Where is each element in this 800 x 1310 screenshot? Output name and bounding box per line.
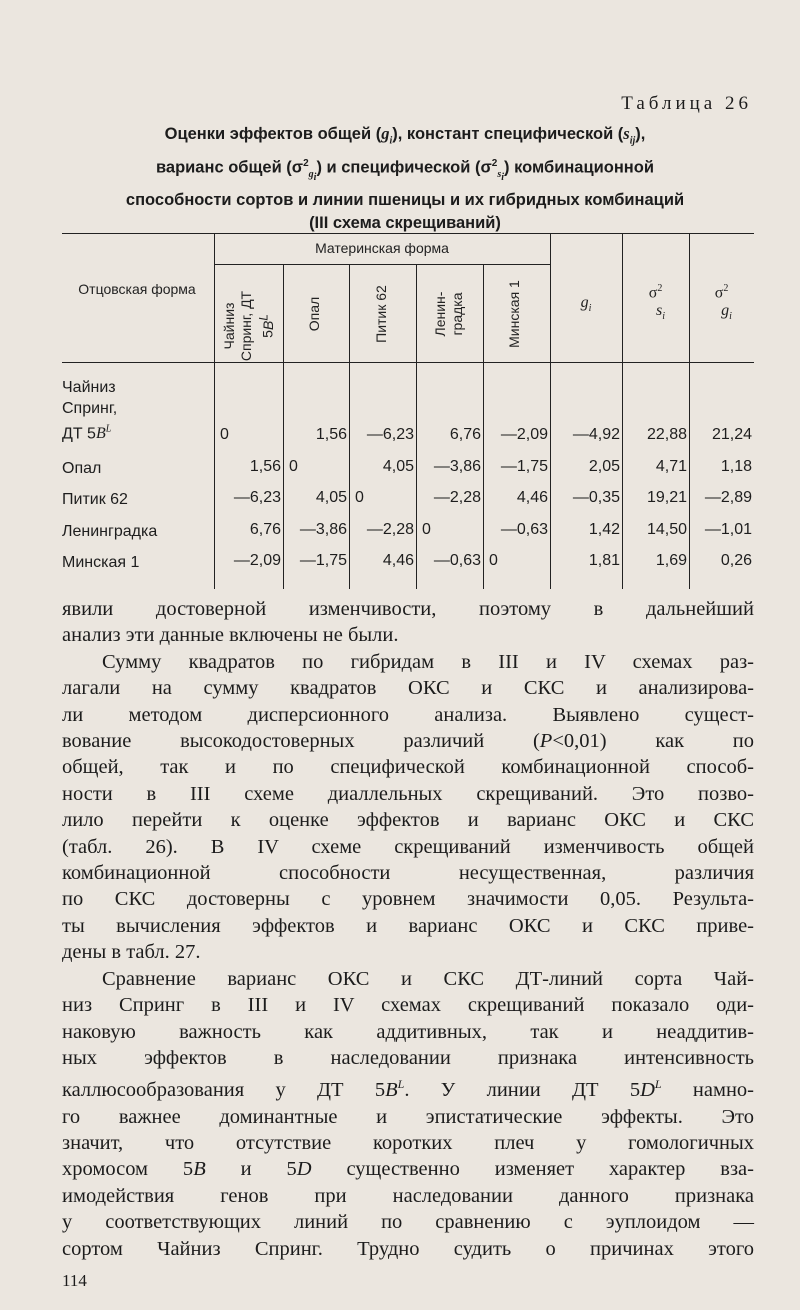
table-cell: —1,75 — [500, 458, 548, 475]
text-line: общей, так и по специфической комбинационной способ- — [62, 756, 754, 779]
table-cell: —3,86 — [433, 458, 481, 475]
col-header-chinese-spring: Чайниз Спринг, ДТ $5B^L$ — [221, 290, 276, 362]
table-cell: 1,56 — [249, 458, 281, 475]
table-cell: 4,71 — [655, 458, 687, 475]
caption-line-4: (III схема скрещиваний) — [309, 214, 501, 233]
table-cell: —0,35 — [572, 489, 620, 506]
col-header-minskaya: Минская 1 — [506, 280, 522, 348]
text-line: го важнее доминантные и эпистатические эффекты. Это — [62, 1105, 754, 1128]
table-cell: 1,42 — [588, 521, 620, 538]
col-header-leningradka: Ленин- градка — [432, 291, 465, 337]
table-cell: 0 — [422, 521, 431, 538]
maternal-form-header: Материнская форма — [315, 240, 449, 256]
caption-line-2: варианс общей $(\sigma^2_{g_i})$ и специфической $(\sigma^2_{s_i})$ комбинационной — [155, 158, 654, 184]
text-line: ли методом дисперсионного анализа. Выявлено сущест- — [62, 703, 754, 726]
text-line: дены в табл. 27. — [62, 941, 201, 964]
text-line: комбинационной способности несущественная, различия — [62, 862, 754, 885]
table-cell: —4,92 — [572, 426, 620, 443]
text-line: ных эффектов в наследовании признака интенсивность — [62, 1046, 754, 1069]
text-line: у соответствующих линий по сравнению с эуплоидом — — [62, 1211, 754, 1234]
col-header-pitik: Питик 62 — [373, 285, 389, 343]
table-cell: 22,88 — [646, 426, 687, 443]
col-header-sigma-gi: $\sigma^2$ $g_i$ — [714, 283, 732, 323]
row-label-chinese-spring: Чайниз Спринг, ДТ $5B^L$ — [62, 379, 118, 443]
table-cell: 4,46 — [382, 552, 414, 569]
text-line: низ Спринг в III и IV схемах скрещиваний показало оди- — [62, 994, 754, 1017]
table-cell: —0,63 — [500, 521, 548, 538]
table-cell: 4,05 — [315, 489, 347, 506]
text-line: ности в III схеме диаллельных скрещиваний. Это позво- — [62, 782, 754, 805]
table-cell: 2,05 — [588, 458, 620, 475]
table-cell: 1,69 — [655, 552, 687, 569]
text-line: хромосом 5B и 5D существенно изменяет характер вза- — [62, 1158, 754, 1181]
table-cell: 6,76 — [249, 521, 281, 538]
table-cell: —0,63 — [433, 552, 481, 569]
text-line: ты вычисления эффектов и варианс ОКС и СКС приве- — [62, 914, 754, 937]
table-cell: 21,24 — [711, 426, 752, 443]
row-label-opal: Опал — [62, 460, 102, 477]
text-line: сортом Чайниз Спринг. Трудно судить о причинах этого — [62, 1237, 754, 1260]
table-cell: —2,09 — [500, 426, 548, 443]
table-cell: —6,23 — [233, 489, 281, 506]
text-line: лило перейти к оценке эффектов и варианс ОКС и СКС — [62, 809, 754, 832]
table-cell: —2,89 — [704, 489, 752, 506]
table-cell: 14,50 — [646, 521, 687, 538]
text-line: лагали на сумму квадратов ОКС и СКС и анализирова- — [62, 677, 754, 700]
text-line: имодействия генов при наследовании данного признака — [62, 1184, 754, 1207]
body-text — [62, 596, 754, 1262]
table-cell: —3,86 — [299, 521, 347, 538]
row-label-minskaya: Минская 1 — [62, 554, 140, 571]
text-line: (табл. 26). В IV схеме скрещиваний изменчивость общей — [62, 835, 754, 858]
table-cell: 1,18 — [720, 458, 752, 475]
row-label-pitik: Питик 62 — [62, 491, 128, 508]
text-line: каллюсообразования у ДТ $5B^L$. У линии ДТ $5D^L$ намно- — [62, 1077, 754, 1102]
table-cell: 6,76 — [449, 426, 481, 443]
text-line: явили достоверной изменчивости, поэтому в дальнейший — [62, 598, 754, 620]
header-bottom-rule — [62, 362, 754, 363]
table-cell: 0 — [355, 489, 364, 506]
row-label-leningradka: Ленинградка — [62, 523, 158, 540]
text-line: Сумму квадратов по гибридам в III и IV схемах раз- — [102, 650, 754, 673]
table-cell: 1,56 — [315, 426, 347, 443]
text-line: Сравнение варианс ОКС и СКС ДТ-линий сорта Чай- — [102, 967, 754, 990]
table-cell: —6,23 — [366, 426, 414, 443]
table-top-rule — [62, 233, 754, 234]
col-header-sigma-si: $\sigma^2$ $s_i$ — [648, 283, 665, 323]
text-line: значит, что отсутствие коротких плеч у гомологичных — [62, 1131, 754, 1154]
table-cell: —2,28 — [433, 489, 481, 506]
table-cell: 4,46 — [516, 489, 548, 506]
table-cell: 19,21 — [646, 489, 687, 506]
table-cell: 1,81 — [588, 552, 620, 569]
table-cell: 4,05 — [382, 458, 414, 475]
col-header-opal: Опал — [306, 296, 322, 332]
page-number: 114 — [62, 1271, 87, 1290]
table-cell: 0,26 — [720, 552, 752, 569]
caption-line-3: способности сортов и линии пшеницы и их гибридных комбинаций — [125, 191, 685, 210]
table-cell: 0 — [489, 552, 498, 569]
text-line: наковую важность как аддитивных, так и неаддитив- — [62, 1020, 754, 1043]
data-table — [0, 0, 800, 600]
table-cell: —1,75 — [299, 552, 347, 569]
text-line: вование высокодостоверных различий (P<0,01) как по — [62, 730, 754, 753]
table-number: Таблица 26 — [621, 93, 752, 114]
table-cell: —2,09 — [233, 552, 281, 569]
table-cell: 0 — [289, 458, 298, 475]
text-line: по СКС достоверны с уровнем значимости 0,05. Результа- — [62, 888, 754, 911]
table-cell: —2,28 — [366, 521, 414, 538]
paternal-form-header: Отцовская форма — [78, 281, 196, 297]
col-header-gi: $g_i$ — [580, 294, 592, 315]
caption-line-1: Оценки эффектов общей $(g_i)$, констант специфической $(s_{ij})$, — [164, 124, 646, 147]
text-line: анализ эти данные включены не были. — [62, 624, 399, 647]
table-cell: 0 — [220, 426, 229, 443]
table-cell: —1,01 — [704, 521, 752, 538]
